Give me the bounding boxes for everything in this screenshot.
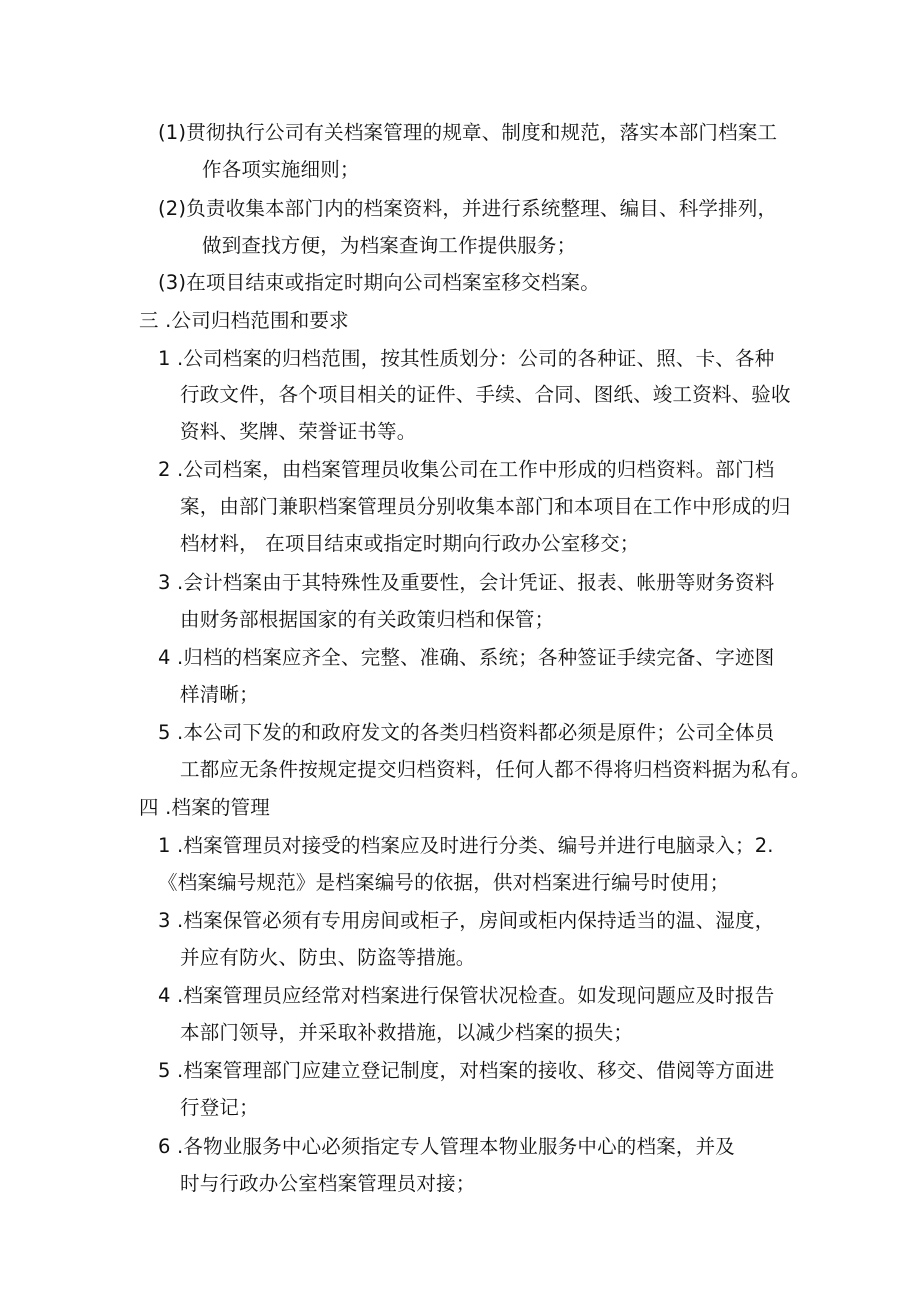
paragraph-line: 本部门领导，并采取补救措施，以减少档案的损失； — [180, 1021, 634, 1044]
paragraph-line: (3)在项目结束或指定时期向公司档案室移交档案。 — [158, 271, 600, 294]
paragraph-line: 《档案编号规范》是档案编号的依据，供对档案进行编号时使用； — [158, 871, 730, 894]
paragraph-line: 并应有防火、防虫、防盗等措施。 — [180, 946, 476, 969]
paragraph-line: 行登记； — [180, 1096, 259, 1119]
paragraph-line: 由财务部根据国家的有关政策归档和保管； — [180, 608, 555, 631]
paragraph-line: 6 .各物业服务中心必须指定专人管理本物业服务中心的档案，并及 — [158, 1135, 736, 1158]
paragraph-line: 4 .档案管理员应经常对档案进行保管状况检查。如发现问题应及时报告 — [158, 984, 775, 1007]
paragraph-line: 案，由部门兼职档案管理员分别收集本部门和本项目在工作中形成的归 — [180, 495, 791, 518]
paragraph-line: 作各项实施细则； — [202, 158, 360, 181]
paragraph-line: 时与行政办公室档案管理员对接； — [180, 1172, 476, 1195]
paragraph-line: 资料、奖牌、荣誉证书等。 — [180, 420, 417, 443]
paragraph-line: 5 .本公司下发的和政府发文的各类归档资料都必须是原件；公司全体员 — [158, 721, 775, 744]
paragraph-line: 3 .档案保管必须有专用房间或柜子，房间或柜内保持适当的温、湿度， — [158, 909, 775, 932]
section-heading: 三 .公司归档范围和要求 — [139, 309, 349, 332]
paragraph-line: (2)负责收集本部门内的档案资料，并进行系统整理、编目、科学排列， — [158, 197, 778, 220]
paragraph-line: 5 .档案管理部门应建立登记制度，对档案的接收、移交、借阅等方面进 — [158, 1059, 775, 1082]
paragraph-line: 档材料， 在项目结束或指定时期向行政办公室移交； — [180, 532, 640, 555]
paragraph-line: 3 .会计档案由于其特殊性及重要性，会计凭证、报表、帐册等财务资料 — [158, 571, 775, 594]
paragraph-line: 1 .档案管理员对接受的档案应及时进行分类、编号并进行电脑录入；2. — [158, 834, 774, 857]
paragraph-line: (1)贯彻执行公司有关档案管理的规章、制度和规范，落实本部门档案工 — [158, 121, 778, 144]
paragraph-line: 工都应无条件按规定提交归档资料，任何人都不得将归档资料据为私有。 — [180, 758, 811, 781]
section-heading: 四 .档案的管理 — [139, 796, 270, 819]
paragraph-line: 样清晰； — [180, 683, 259, 706]
paragraph-line: 做到查找方便，为档案查询工作提供服务； — [202, 234, 577, 257]
paragraph-line: 2 .公司档案，由档案管理员收集公司在工作中形成的归档资料。部门档 — [158, 458, 775, 481]
paragraph-line: 行政文件，各个项目相关的证件、手续、合同、图纸、竣工资料、验收 — [180, 383, 791, 406]
paragraph-line: 4 .归档的档案应齐全、完整、准确、系统；各种签证手续完备、字迹图 — [158, 646, 775, 669]
paragraph-line: 1 .公司档案的归档范围，按其性质划分：公司的各种证、照、卡、各种 — [158, 347, 775, 370]
